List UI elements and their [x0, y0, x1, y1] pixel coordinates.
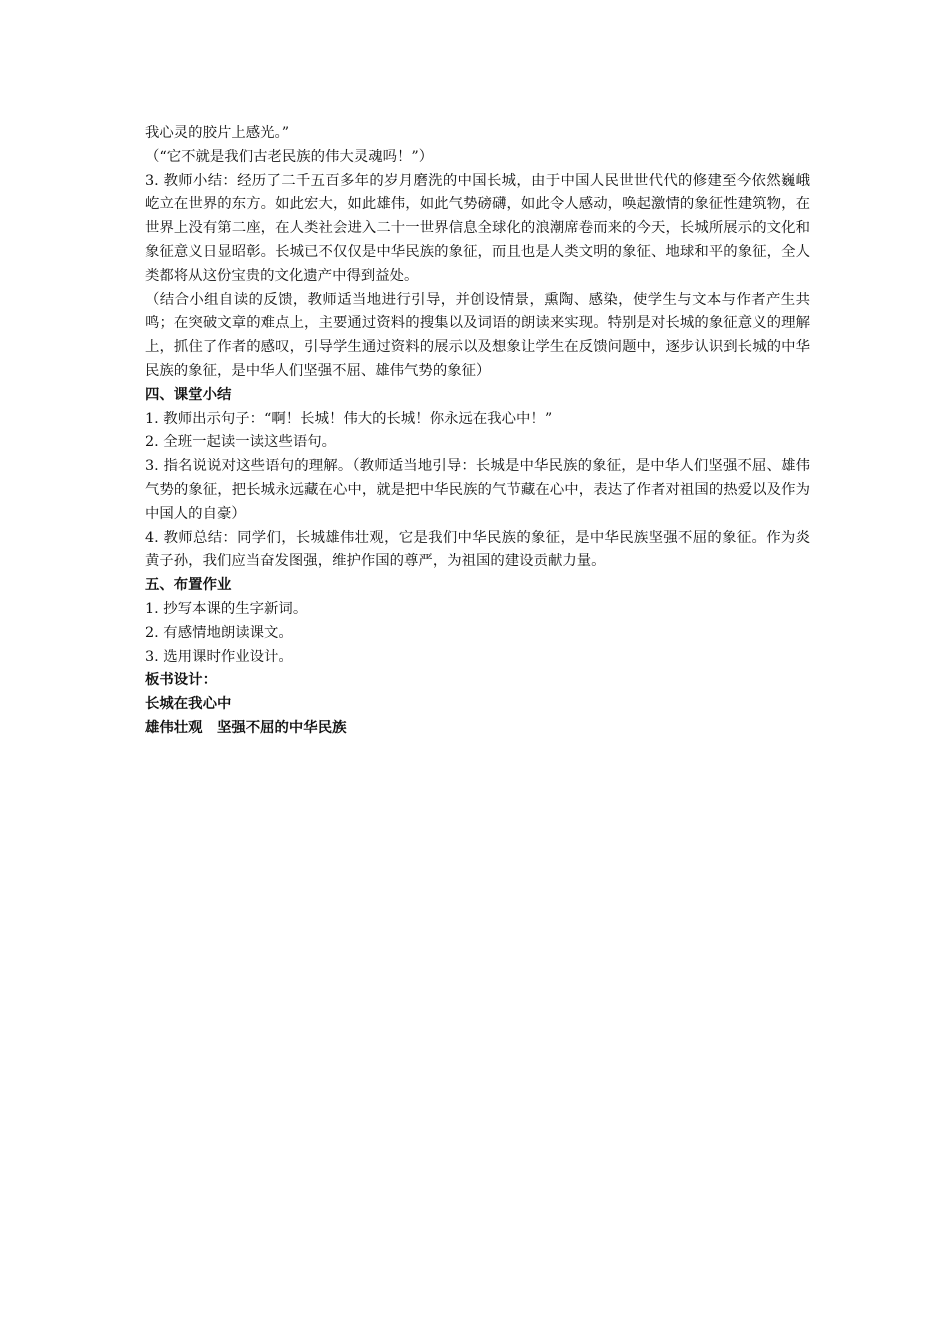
intro-line-1: 我心灵的胶片上感光。” — [145, 125, 290, 141]
section-4-item-2: 2. 全班一起读一读这些语句。 — [145, 434, 336, 451]
board-design-heading: 板书设计： — [145, 672, 217, 689]
teacher-summary-paragraph: 3. 教师小结：经历了二千五百多年的岁月磨洗的中国长城，由于中国人民世世代代的修建至今依然巍峨屹立在世界的东方。如此宏大，如此雄伟，如此气势磅礴，如此令人感动，唤起激情的象征性建筑物，在世界上没有第二座，在人类社会进入二十一世界信息全球化的浪潮席卷而来的今天，长城所展示的文化和象征意义日显昭彰。长城已不仅仅是中华民族的象征，而且也是人类文明的象征、地球和平的象征，全人类都将从这份宝贵的文化遗产中得到益处。 — [145, 172, 810, 284]
board-design-line: 雄伟壮观 坚强不屈的中华民族 — [145, 719, 347, 736]
section-5-heading: 五、布置作业 — [145, 577, 232, 594]
section-4-item-4: 4. 教师总结：同学们，长城雄伟壮观，它是我们中华民族的象征，是中华民族坚强不屈的象征。作为炎黄子孙，我们应当奋发图强，维护作国的尊严，为祖国的建设贡献力量。 — [145, 529, 810, 570]
section-4-heading: 四、课堂小结 — [145, 386, 232, 403]
section-5-item-1: 1. 抄写本课的生字新词。 — [145, 600, 308, 617]
section-4-item-3: 3. 指名说说对这些语句的理解。（教师适当地引导：长城是中华民族的象征，是中华人们坚强不屈、雄伟气势的象征，把长城永远藏在心中，就是把中华民族的气节藏在心中，表达了作者对祖国的热爱以及作为中国人的自豪） — [145, 458, 810, 522]
section-4-item-1: 1. 教师出示句子：“啊！长城！伟大的长城！你永远在我心中！” — [145, 410, 553, 427]
document-body — [145, 122, 810, 741]
intro-line-2: （“它不就是我们古老民族的伟大灵魂吗！”） — [145, 148, 434, 165]
board-design-title: 长城在我心中 — [145, 696, 232, 713]
section-5-item-3: 3. 选用课时作业设计。 — [145, 648, 293, 665]
section-5-item-2: 2. 有感情地朗读课文。 — [145, 624, 293, 641]
teaching-note-paragraph: （结合小组自读的反馈，教师适当地进行引导，并创设情景，熏陶、感染，使学生与文本与作者产生共鸣；在突破文章的难点上，主要通过资料的搜集以及词语的朗读来实现。特别是对长城的象征意义的理解上，抓住了作者的感叹，引导学生通过资料的展示以及想象让学生在反馈问题中，逐步认识到长城的中华民族的象征，是中华人们坚强不屈、雄伟气势的象征） — [145, 291, 810, 379]
